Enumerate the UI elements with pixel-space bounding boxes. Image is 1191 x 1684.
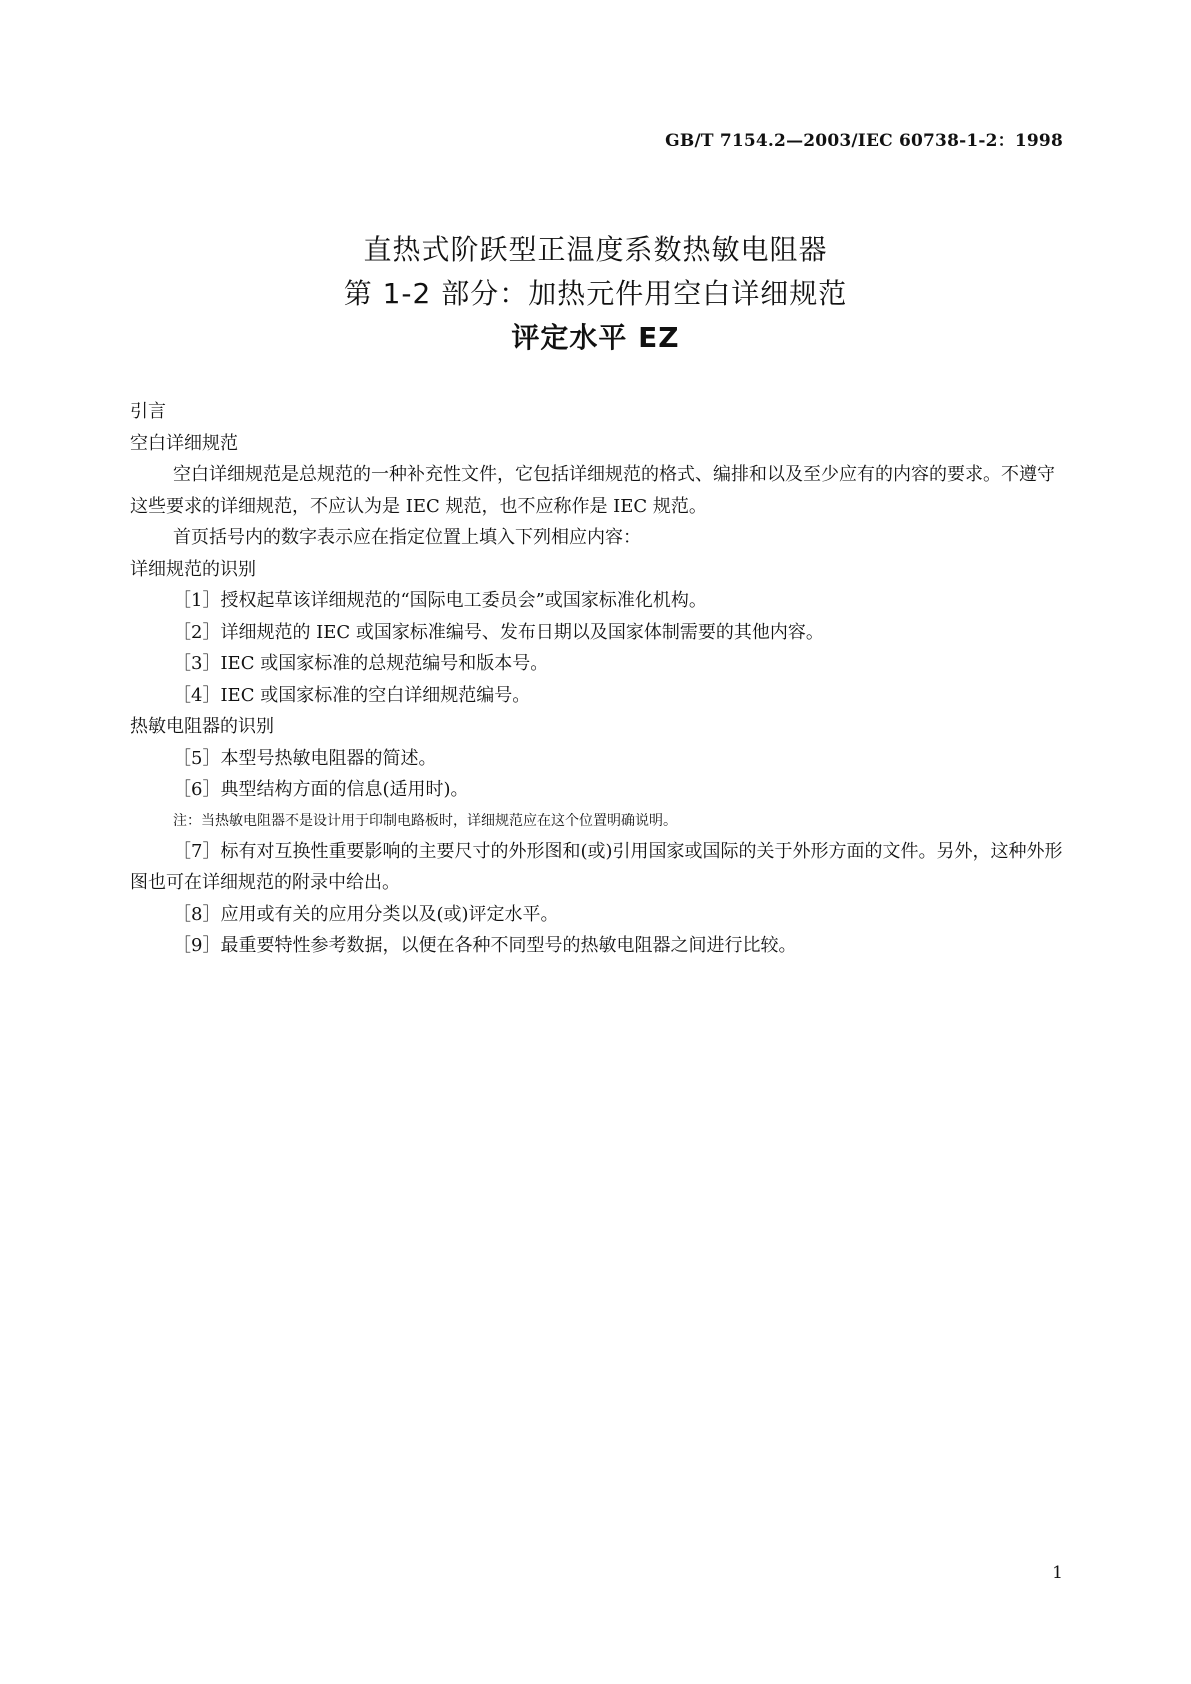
title-line-1: 直热式阶跃型正温度系数热敏电阻器 — [363, 233, 828, 266]
list-item-7: ［7］标有对互换性重要影响的主要尺寸的外形图和(或)引用国家或国际的关于外形方面的文件。另外，这种外形图也可在详细规范的附录中给出。 — [130, 840, 1063, 893]
list-item-6: ［6］典型结构方面的信息(适用时)。 — [173, 779, 469, 800]
blank-spec-heading: 空白详细规范 — [130, 432, 238, 454]
list-item-2: ［2］详细规范的 IEC 或国家标准编号、发布日期以及国家体制需要的其他内容。 — [173, 621, 824, 643]
paragraph-2: 首页括号内的数字表示应在指定位置上填入下列相应内容： — [173, 527, 641, 548]
page-number: 1 — [1052, 1563, 1063, 1583]
intro-heading: 引言 — [130, 401, 166, 422]
title-line-2: 第 1-2 部分：加热元件用空白详细规范 — [343, 277, 848, 310]
standard-code: GB/T 7154.2—2003/IEC 60738-1-2：1998 — [665, 131, 1063, 151]
list-item-9: ［9］最重要特性参考数据，以便在各种不同型号的热敏电阻器之间进行比较。 — [173, 935, 797, 956]
document-title — [0, 228, 1191, 360]
list-item-4: ［4］IEC 或国家标准的空白详细规范编号。 — [173, 684, 531, 706]
thermistor-id-heading: 热敏电阻器的识别 — [130, 716, 274, 737]
note: 注：当热敏电阻器不是设计用于印制电路板时，详细规范应在这个位置明确说明。 — [173, 812, 677, 829]
list-item-3: ［3］IEC 或国家标准的总规范编号和版本号。 — [173, 653, 549, 674]
list-item-5: ［5］本型号热敏电阻器的简述。 — [173, 747, 437, 769]
list-item-1: ［1］授权起草该详细规范的“国际电工委员会”或国家标准化机构。 — [173, 590, 707, 611]
list-item-8: ［8］应用或有关的应用分类以及(或)评定水平。 — [173, 903, 559, 925]
document-body — [130, 396, 1067, 962]
title-line-3: 评定水平 EZ — [511, 321, 680, 354]
spec-id-heading: 详细规范的识别 — [130, 558, 256, 580]
paragraph-1: 空白详细规范是总规范的一种补充性文件，它包括详细规范的格式、编排和以及至少应有的内容的要求。不遵守这些要求的详细规范，不应认为是 IEC 规范，也不应称作是 IEC 规范。 — [130, 464, 1055, 517]
